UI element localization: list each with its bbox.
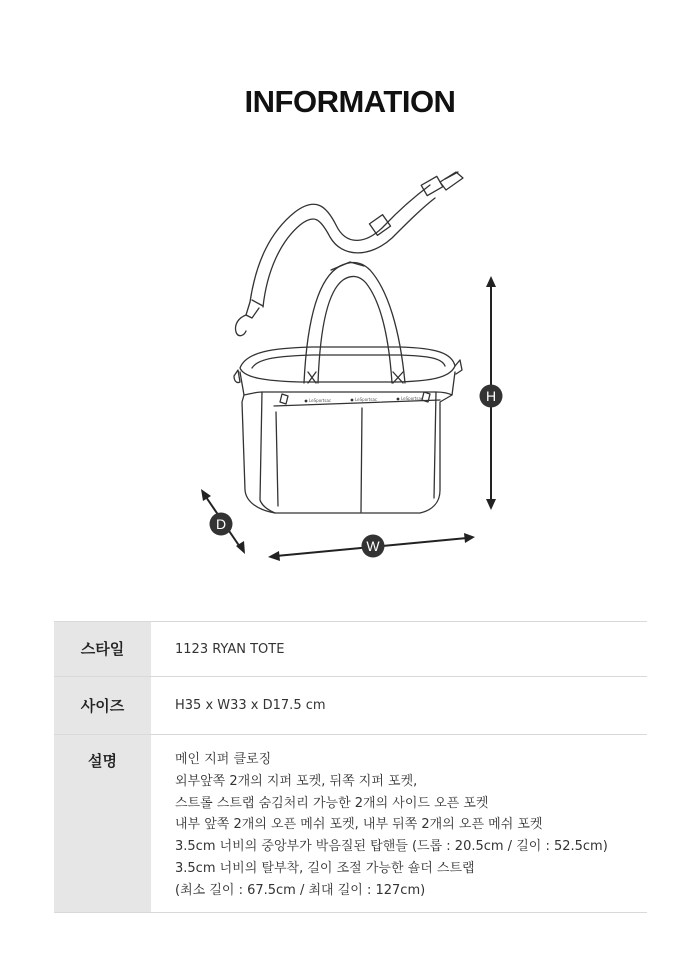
spec-label-style: 스타일 <box>54 622 151 677</box>
bag-illustration <box>0 150 700 570</box>
description-line: 3.5cm 너비의 중앙부가 박음질된 탑핸들 (드롭 : 20.5cm / 길이 : 52.5cm) <box>175 839 608 855</box>
page-title: INFORMATION <box>244 84 456 119</box>
top-handles <box>304 262 405 383</box>
spec-row-size <box>54 677 647 735</box>
spec-label-description: 설명 <box>54 735 151 913</box>
logo-text <box>309 396 423 403</box>
height-label: H <box>485 388 497 404</box>
description-line: 내부 앞쪽 2개의 오픈 메쉬 포켓, 내부 뒤쪽 2개의 오픈 메쉬 포켓 <box>175 817 543 833</box>
spec-value-size: H35 x W33 x D17.5 cm <box>151 677 647 735</box>
product-spec-table <box>54 621 647 913</box>
svg-text:LeSportsac: LeSportsac <box>309 398 332 403</box>
width-label: W <box>366 538 380 554</box>
spec-label-size: 사이즈 <box>54 677 151 735</box>
svg-text:LeSportsac: LeSportsac <box>401 396 424 401</box>
svg-text:LeSportsac: LeSportsac <box>355 397 378 402</box>
description-line: 메인 지퍼 클로징 <box>175 752 272 767</box>
spec-row-description <box>54 735 647 913</box>
spec-value-style: 1123 RYAN TOTE <box>151 622 647 677</box>
description-line: 스트롤 스트랩 숨김처리 가능한 2개의 사이드 오픈 포켓 <box>175 795 489 811</box>
spec-row-style <box>54 622 647 677</box>
description-line: 3.5cm 너비의 탈부착, 길이 조절 가능한 숄더 스트랩 <box>175 860 475 876</box>
description-line: 외부앞쪽 2개의 지퍼 포켓, 뒤쪽 지퍼 포켓, <box>175 773 418 789</box>
description-line: (최소 길이 : 67.5cm / 최대 길이 : 127cm) <box>175 882 426 898</box>
spec-value-description <box>151 735 647 913</box>
bag-body <box>234 347 462 513</box>
shoulder-strap <box>235 172 463 336</box>
depth-label: D <box>215 516 227 532</box>
